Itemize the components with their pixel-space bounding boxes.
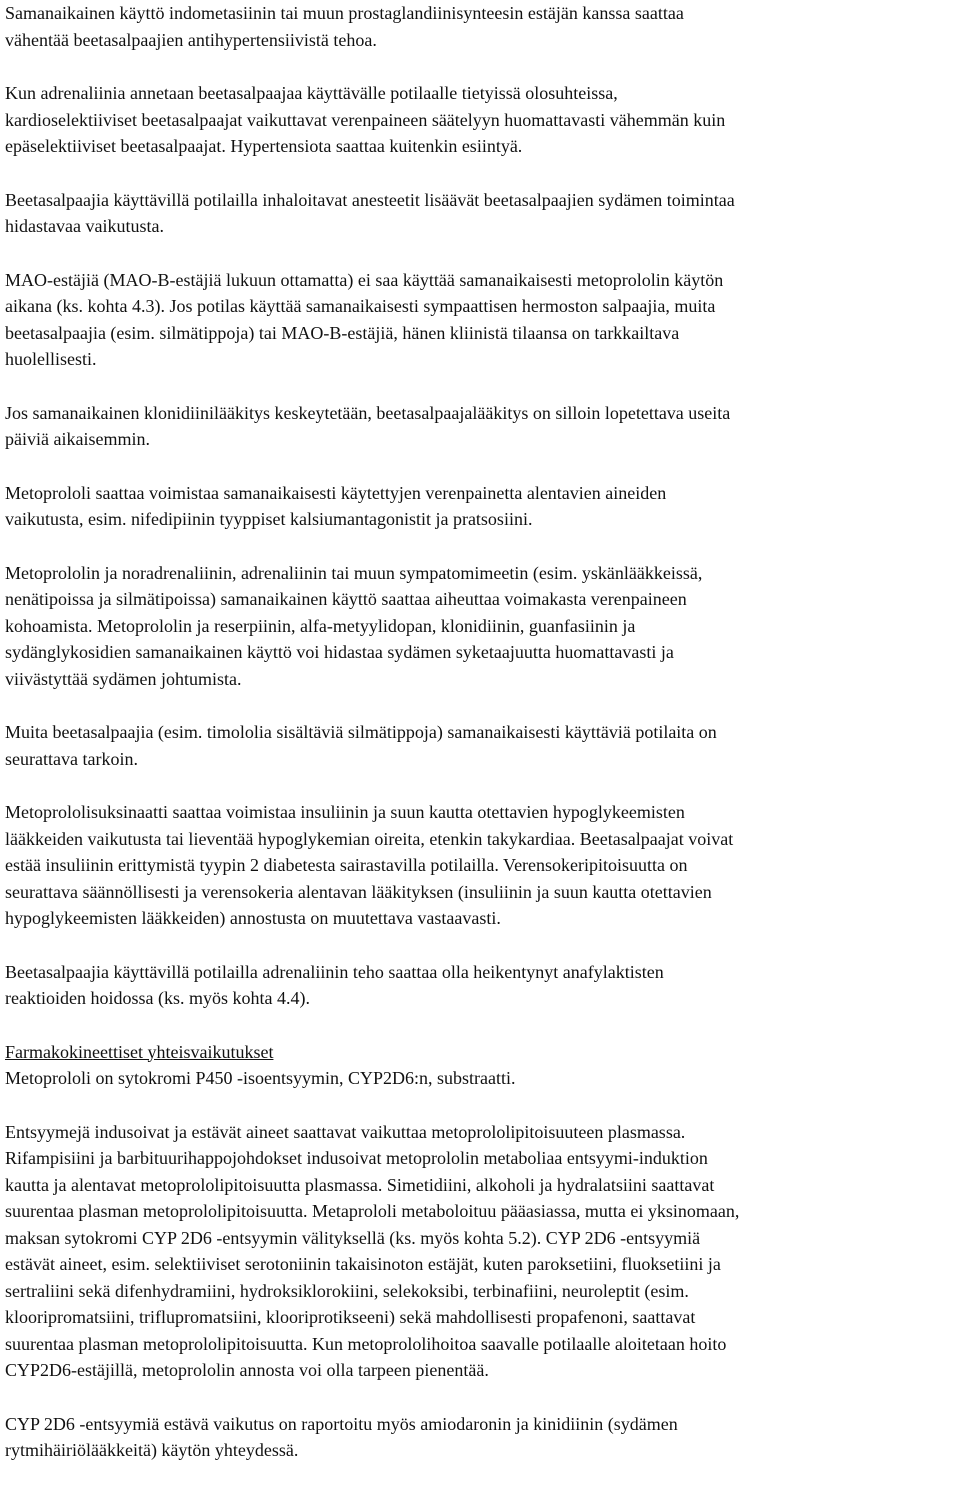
paragraph-clonidine [5, 400, 956, 453]
text-line: Rifampisiini ja barbituurihappojohdokset indusoivat metoprololin metaboliaa entsyymi-induktion [5, 1148, 708, 1168]
text-line: vähentää beetasalpaajien antihypertensiivistä tehoa. [5, 29, 377, 50]
text-line: Kun adrenaliinia annetaan beetasalpaajaa käyttävälle potilaalle tietyissä olosuhteissa, [5, 83, 618, 103]
text-line: Metoprololin ja noradrenaliinin, adrenaliinin tai muun sympatomimeetin (esim. yskänlääkkeissä, [5, 562, 703, 583]
text-line: kautta ja alentavat metoprololipitoisuutta plasmassa. Simetidiini, alkoholi ja hydralatsiini saattavat [5, 1174, 715, 1195]
text-line: Entsyymejä indusoivat ja estävät aineet saattavat vaikuttaa metoprololipitoisuuteen plasmassa. [5, 1121, 686, 1142]
text-line: CYP 2D6 -entsyymiä estävä vaikutus on raportoitu myös amiodaronin ja kinidiinin (sydämen [5, 1413, 678, 1434]
text-line: MAO-estäjiä (MAO-B-estäjiä lukuun ottamatta) ei saa käyttää samanaikaisesti metoprololin käytön [5, 269, 724, 290]
text-line: aikana (ks. kohta 4.3). Jos potilas käyttää samanaikaisesti sympaattisen hermoston salpaajia, muita [5, 296, 716, 316]
pharmacokinetic-section [5, 1039, 956, 1092]
text-line: hypoglykeemisten lääkkeiden) annostusta on muutettava vastaavasti. [5, 908, 501, 928]
text-line: sertraliini sekä difenhydramiini, hydroksiklorokiini, selekoksibi, terbinafiini, neuroleptit (esim. [5, 1280, 689, 1301]
text-line: huolellisesti. [5, 349, 97, 369]
text-line: estää insuliinin erittymistä tyypin 2 diabetesta sairastavilla potilailla. Verensokeripitoisuutta on [5, 855, 688, 875]
text-line: Metoprololisuksinaatti saattaa voimistaa insuliinin ja suun kautta otettavien hypoglykeemisten [5, 802, 685, 822]
paragraph-anesthetics [5, 187, 956, 240]
text-line: Metoprololi saattaa voimistaa samanaikaisesti käytettyjen verenpainetta alentavien aineiden [5, 482, 667, 503]
text-line: CYP2D6-estäjillä, metoprololin annosta voi olla tarpeen pienentää. [5, 1360, 489, 1380]
text-line: hidastavaa vaikutusta. [5, 216, 164, 236]
paragraph-other-beta-blockers [5, 719, 956, 772]
text-line: reaktioiden hoidossa (ks. myös kohta 4.4). [5, 988, 310, 1008]
text-line: Beetasalpaajia käyttävillä potilailla inhaloitavat anesteetit lisäävät beetasalpaajien sydämen toimintaa [5, 189, 735, 210]
paragraph-insulin [5, 799, 956, 932]
text-line: klooripromatsiini, triflupromatsiini, klooriprotikseeni) sekä mahdollisesti propafenoni, saattavat [5, 1307, 696, 1327]
text-line: Samanaikainen käyttö indometasiinin tai muun prostaglandiinisynteesin estäjän kanssa saattaa [5, 3, 684, 23]
text-line: seurattava tarkoin. [5, 748, 138, 769]
paragraph-anaphylaxis [5, 959, 956, 1012]
paragraph-adrenaline [5, 80, 956, 160]
text-line: sydänglykosidien samanaikainen käyttö voi hidastaa sydämen syketaajuutta huomattavasti ja [5, 642, 674, 662]
text-line: seurattava säännöllisesti ja verensokeria alentavan lääkityksen (insuliinin ja suun kautta otettavien [5, 881, 712, 902]
paragraph-cyp2d6-inhibitors [5, 1411, 956, 1464]
text-line: maksan sytokromi CYP 2D6 -entsyymin välityksellä (ks. myös kohta 5.2). CYP 2D6 -entsyymiä [5, 1227, 701, 1248]
text-line: viivästyttää sydämen johtumista. [5, 668, 242, 689]
text-line: lääkkeiden vaikutusta tai lieventää hypoglykemian oireita, etenkin takykardiaa. Beetasalpaajat voivat [5, 828, 734, 849]
paragraph-antihypertensives [5, 480, 956, 533]
section-heading: Farmakokineettiset yhteisvaikutukset [5, 1041, 274, 1062]
text-line: suurentaa plasman metoprololipitoisuutta. Metaprololi metaboloituu pääasiassa, mutta ei yksinomaan, [5, 1201, 740, 1221]
text-line: estävät aineet, esim. selektiiviset serotoniinin takaisinoton estäjät, kuten paroksetiini, fluoksetiini ja [5, 1254, 721, 1274]
text-line: beetasalpaajia (esim. silmätippoja) tai MAO-B-estäjiä, hänen kliinistä tilaansa on tarkkailtava [5, 322, 680, 343]
text-line: vaikutusta, esim. nifedipiinin tyyppiset kalsiumantagonistit ja pratsosiini. [5, 509, 533, 529]
text-line: rytmihäiriölääkkeitä) käytön yhteydessä. [5, 1440, 299, 1460]
text-line: Muita beetasalpaajia (esim. timololia sisältäviä silmätippoja) samanaikaisesti käyttäviä potilaita on [5, 722, 717, 742]
text-line: Jos samanaikainen klonidiinilääkitys keskeytetään, beetasalpaajalääkitys on silloin lopetettava useita [5, 402, 731, 423]
text-line: kardioselektiiviset beetasalpaajat vaikuttavat verenpaineen säätelyyn huomattavasti vähemmän kuin [5, 109, 726, 130]
paragraph-enzyme-inducers [5, 1119, 956, 1384]
text-line: kohoamista. Metoprololin ja reserpiinin, alfa-metyylidopan, klonidiinin, guanfasiinin ja [5, 615, 636, 636]
section-intro: Metoprololi on sytokromi P450 -isoentsyymin, CYP2D6:n, substraatti. [5, 1068, 516, 1088]
text-line: nenätipoissa ja silmätipoissa) samanaikainen käyttö saattaa aiheuttaa voimakasta verenpaineen [5, 589, 687, 609]
paragraph-indometacin [5, 0, 956, 53]
paragraph-mao-inhibitors [5, 267, 956, 373]
paragraph-sympathomimetics [5, 560, 956, 693]
text-line: päiviä aikaisemmin. [5, 429, 150, 449]
text-line: Beetasalpaajia käyttävillä potilailla adrenaliinin teho saattaa olla heikentynyt anafylaktisten [5, 961, 664, 982]
text-line: suurentaa plasman metoprololipitoisuutta. Kun metoprololihoitoa saavalle potilaalle aloitetaan hoito [5, 1333, 727, 1354]
text-line: epäselektiiviset beetasalpaajat. Hypertensiota saattaa kuitenkin esiintyä. [5, 136, 523, 156]
